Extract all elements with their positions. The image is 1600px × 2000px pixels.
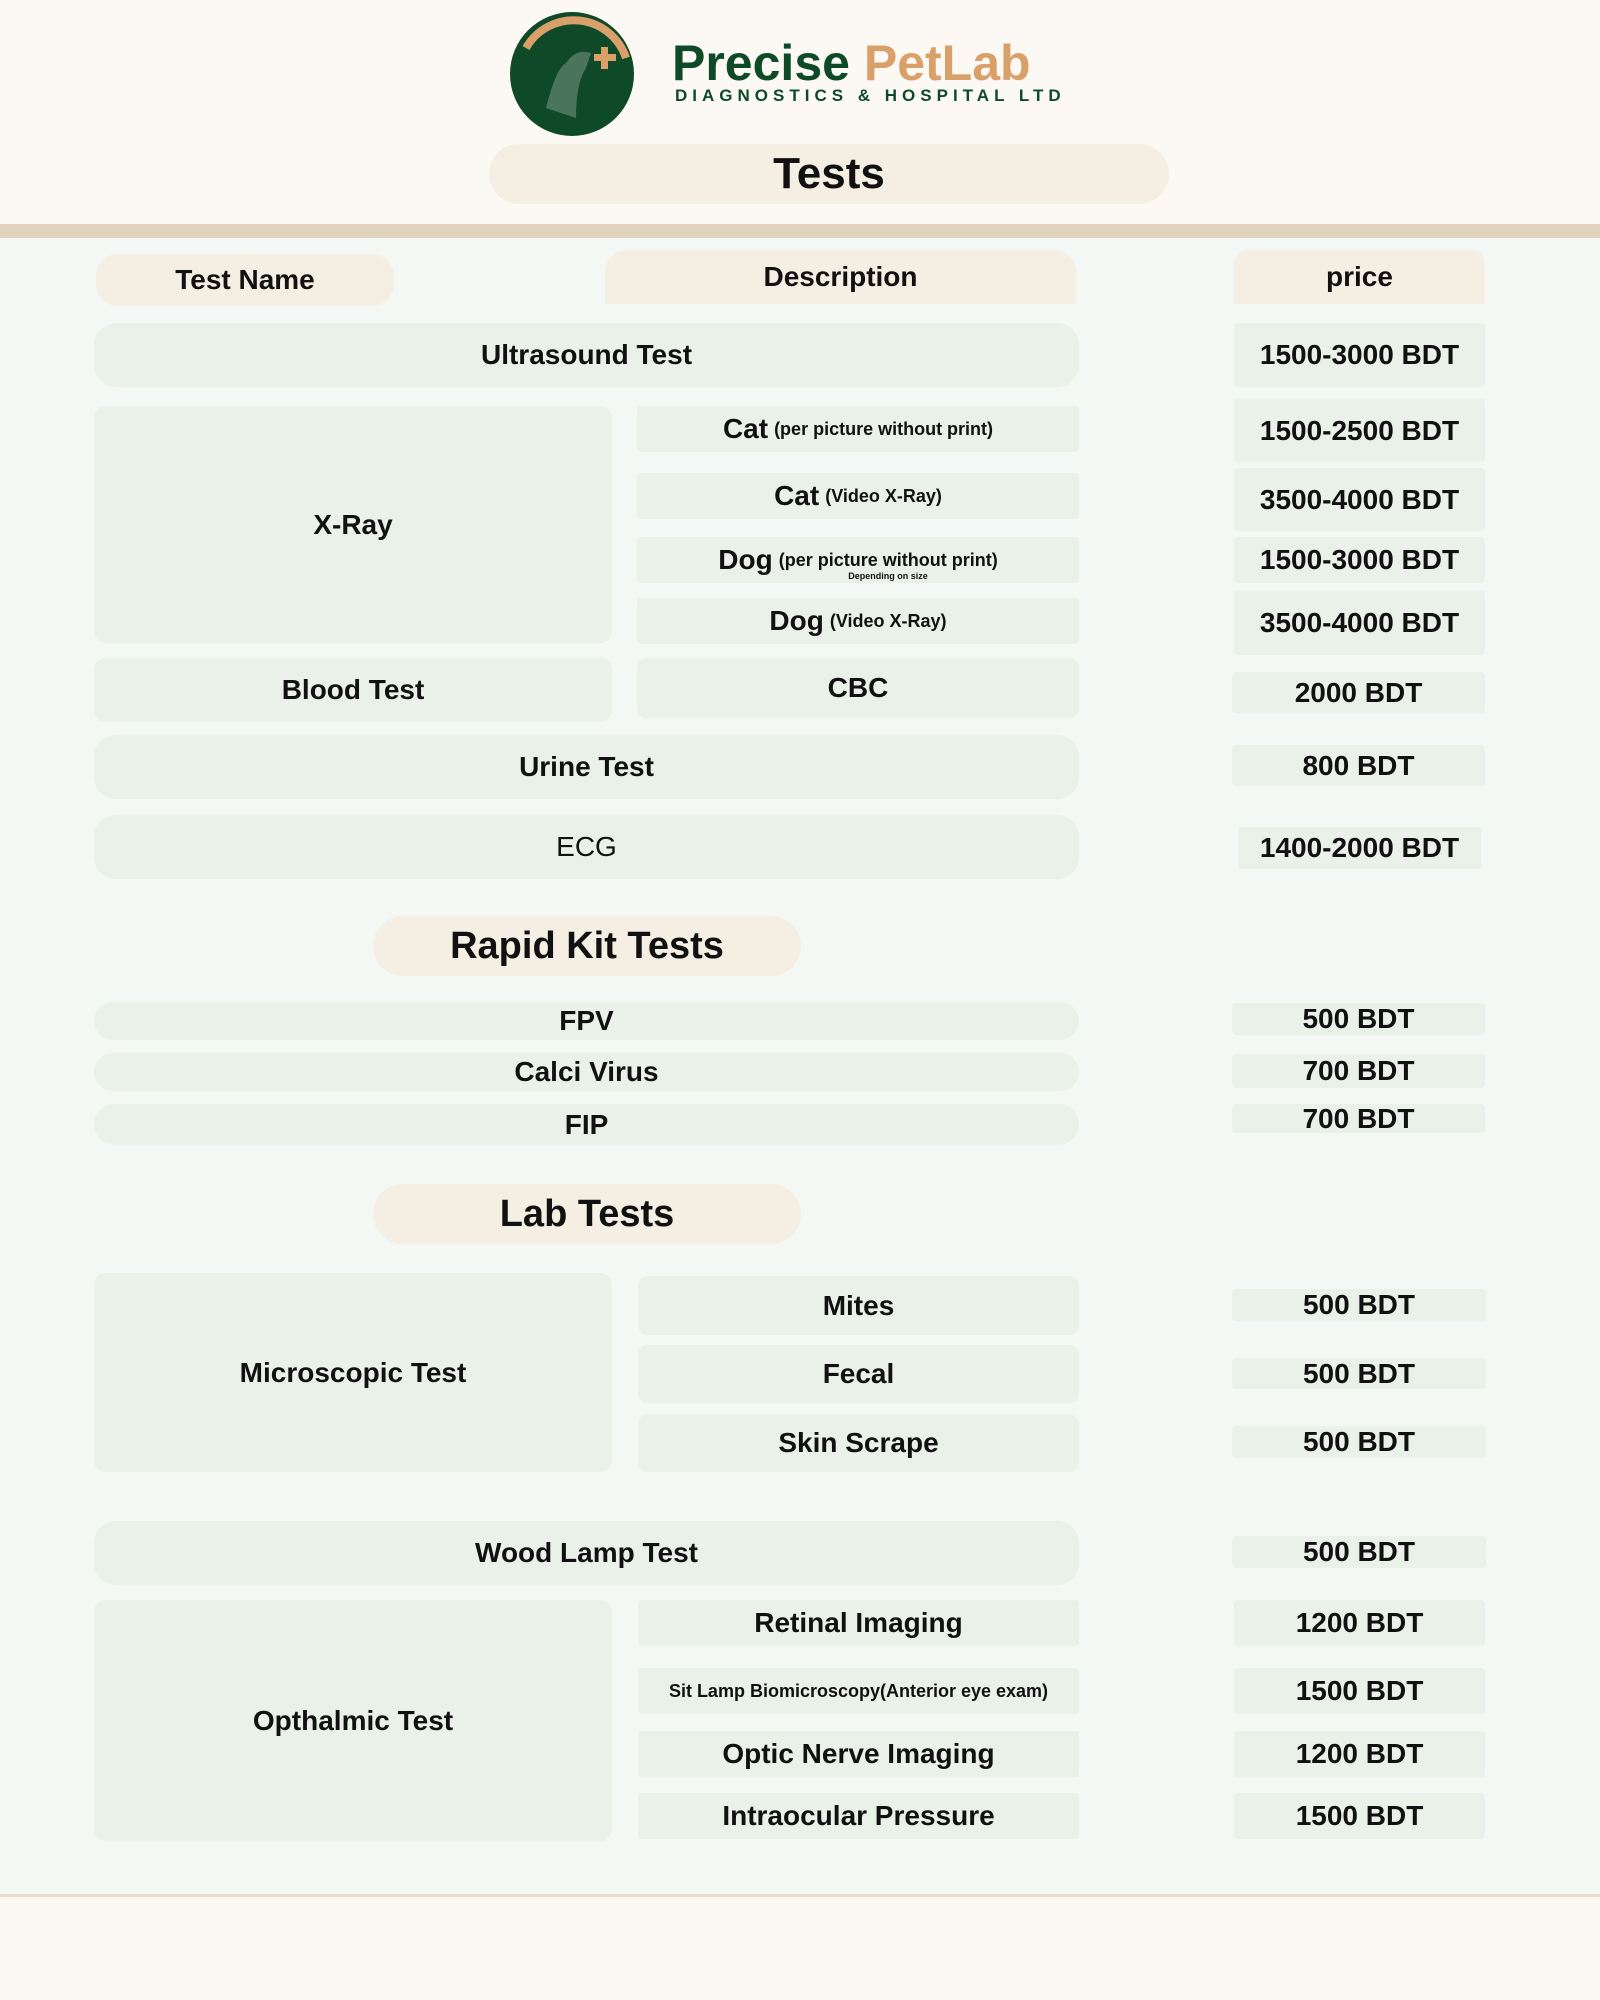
label: Dog xyxy=(769,605,824,636)
test-fpv: FPV xyxy=(94,1002,1079,1040)
logo-icon xyxy=(506,8,638,138)
test-calci-virus: Calci Virus xyxy=(94,1053,1079,1091)
detail: (Video X-Ray) xyxy=(825,485,942,506)
price-fpv: 500 BDT xyxy=(1232,1003,1485,1035)
price-skin-scrape: 500 BDT xyxy=(1232,1426,1486,1458)
detail: (per picture without print) xyxy=(774,418,994,439)
desc-mites: Mites xyxy=(638,1276,1079,1335)
page-title: Tests xyxy=(489,144,1169,204)
test-wood-lamp: Wood Lamp Test xyxy=(94,1521,1079,1585)
price-calci-virus: 700 BDT xyxy=(1232,1054,1485,1088)
price-ecg: 1400-2000 BDT xyxy=(1238,827,1481,869)
price-xray-dog-video: 3500-4000 BDT xyxy=(1234,591,1485,655)
brand-name-part1: Precise xyxy=(672,35,850,91)
detail: (Video X-Ray) xyxy=(829,610,947,631)
label: Cat xyxy=(722,413,769,444)
test-blood: Blood Test xyxy=(94,658,612,722)
desc-sit-lamp: Sit Lamp Biomicroscopy(Anterior eye exam) xyxy=(638,1668,1079,1714)
brand-name-part2: PetLab xyxy=(863,35,1031,91)
price-intraocular: 1500 BDT xyxy=(1234,1793,1485,1839)
section-lab-tests: Lab Tests xyxy=(373,1184,801,1244)
test-xray: X-Ray xyxy=(94,406,612,643)
price-sit-lamp: 1500 BDT xyxy=(1234,1668,1485,1714)
price-optic-nerve: 1200 BDT xyxy=(1234,1731,1485,1777)
xray-dog-picture xyxy=(637,537,1079,583)
brand-name xyxy=(672,34,1031,92)
price-urine: 800 BDT xyxy=(1232,745,1485,786)
price-fecal: 500 BDT xyxy=(1232,1358,1486,1389)
detail: (per picture without print) xyxy=(778,549,998,570)
header-description: Description xyxy=(605,250,1076,304)
price-retinal: 1200 BDT xyxy=(1234,1600,1485,1646)
price-fip: 700 BDT xyxy=(1232,1104,1485,1133)
test-ultrasound: Ultrasound Test xyxy=(94,323,1079,387)
price-blood: 2000 BDT xyxy=(1232,672,1485,713)
xray-cat-video xyxy=(637,473,1079,519)
price-wood-lamp: 500 BDT xyxy=(1232,1536,1486,1568)
price-xray-dog-picture: 1500-3000 BDT xyxy=(1234,537,1485,583)
desc-intraocular: Intraocular Pressure xyxy=(638,1793,1079,1839)
label: Dog xyxy=(718,544,773,575)
desc-fecal: Fecal xyxy=(638,1345,1079,1403)
note: Depending on size xyxy=(848,571,928,581)
price-ultrasound: 1500-3000 BDT xyxy=(1234,323,1485,387)
brand-subtitle: DIAGNOSTICS & HOSPITAL LTD xyxy=(675,86,1066,105)
test-microscopic: Microscopic Test xyxy=(94,1273,612,1472)
xray-cat-picture xyxy=(637,406,1079,452)
price-xray-cat-picture: 1500-2500 BDT xyxy=(1234,399,1485,462)
price-xray-cat-video: 3500-4000 BDT xyxy=(1234,468,1485,531)
test-ecg: ECG xyxy=(94,815,1079,879)
test-fip: FIP xyxy=(94,1104,1079,1145)
test-urine: Urine Test xyxy=(94,735,1079,799)
desc-cbc: CBC xyxy=(637,658,1079,718)
desc-optic-nerve: Optic Nerve Imaging xyxy=(638,1731,1079,1777)
desc-retinal-imaging: Retinal Imaging xyxy=(638,1600,1079,1646)
header-divider xyxy=(0,224,1600,238)
label: Cat xyxy=(774,480,820,511)
footer-divider xyxy=(0,1894,1600,1897)
section-rapid-kit: Rapid Kit Tests xyxy=(373,916,801,976)
xray-dog-video xyxy=(637,598,1079,644)
header-price: price xyxy=(1234,250,1485,304)
header-test-name: Test Name xyxy=(96,254,394,306)
test-opthalmic: Opthalmic Test xyxy=(94,1600,612,1841)
price-mites: 500 BDT xyxy=(1232,1289,1486,1321)
desc-skin-scrape: Skin Scrape xyxy=(638,1414,1079,1472)
